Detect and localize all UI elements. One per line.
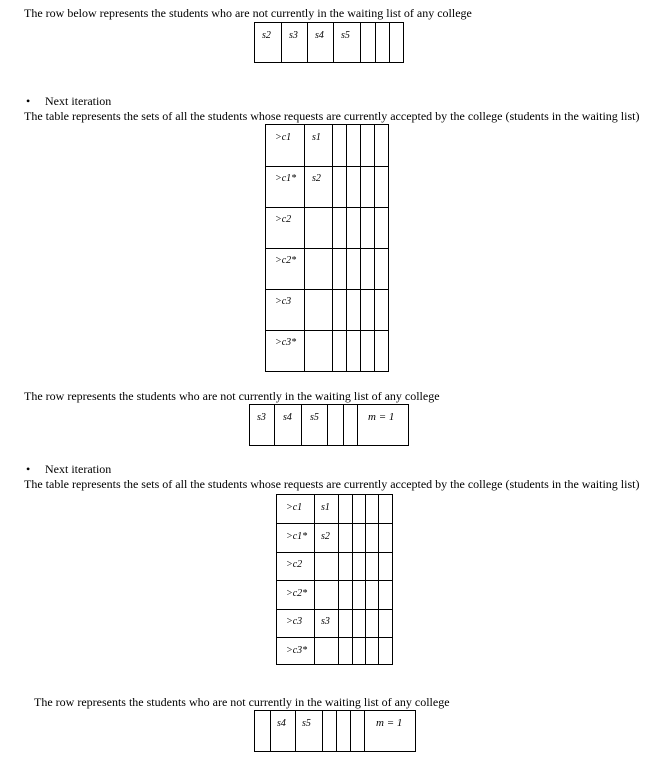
waiting-list-caption: The table represents the sets of all the students whose requests are currently accepted by the college (students in the waiting list) [24, 109, 640, 123]
iteration-heading: Next iteration [45, 462, 112, 476]
college-preference-label: >c2 [286, 559, 303, 570]
college-preference-label: >c2* [286, 587, 308, 599]
college-preference-label: >c1 [286, 502, 303, 513]
row-cell: s4 [277, 718, 286, 729]
college-preference-label: >c3* [286, 644, 308, 656]
waiting-list-cell: s2 [321, 530, 330, 542]
row-cell: s4 [283, 412, 292, 423]
row-cell: s5 [341, 30, 350, 41]
unassigned-caption: The row represents the students who are not currently in the waiting list of any college [34, 695, 450, 709]
college-preference-label: >c1 [275, 132, 292, 143]
waiting-list-caption: The table represents the sets of all the students whose requests are currently accepted by the college (students in the waiting list) [24, 477, 640, 491]
college-preference-label: >c3 [286, 616, 303, 627]
bullet-icon: • [26, 462, 31, 476]
waiting-list-table [265, 124, 389, 372]
m-counter: m = 1 [368, 411, 395, 423]
college-preference-label: >c3 [275, 296, 292, 307]
row-cell: s2 [262, 30, 271, 41]
bullet-icon: • [26, 94, 31, 108]
college-preference-label: >c2 [275, 214, 292, 225]
intro-caption: The row below represents the students who are not currently in the waiting list of any college [24, 6, 472, 20]
college-preference-label: >c1* [286, 530, 308, 542]
waiting-list-cell: s1 [321, 502, 330, 513]
waiting-list-cell: s3 [321, 616, 330, 627]
college-preference-label: >c1* [275, 173, 297, 184]
row-cell: s5 [310, 412, 319, 423]
waiting-list-cell: s2 [312, 173, 321, 184]
waiting-list-cell: s1 [312, 132, 321, 143]
iteration-heading: Next iteration [45, 94, 112, 108]
unassigned-row [254, 710, 416, 752]
unassigned-row [254, 22, 404, 63]
row-cell: s3 [257, 412, 266, 423]
row-cell: s5 [302, 718, 311, 729]
row-cell: s3 [289, 30, 298, 41]
row-cell: s4 [315, 30, 324, 41]
college-preference-label: >c3* [275, 337, 297, 348]
unassigned-row [249, 404, 409, 446]
waiting-list-table [276, 494, 393, 665]
college-preference-label: >c2* [275, 255, 297, 266]
unassigned-caption: The row represents the students who are not currently in the waiting list of any college [24, 389, 440, 403]
m-counter: m = 1 [376, 717, 403, 729]
